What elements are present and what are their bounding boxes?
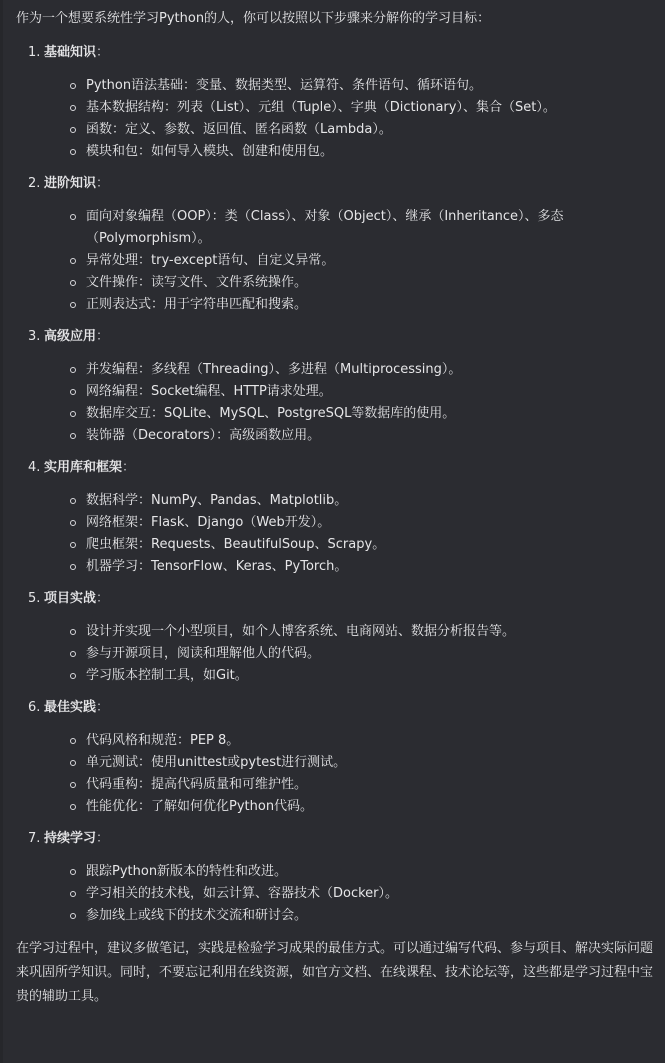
list-item: 跟踪Python新版本的特性和改进。 bbox=[86, 861, 653, 883]
section-title: 最佳实践 bbox=[44, 700, 97, 715]
list-item: 装饰器（Decorators）：高级函数应用。 bbox=[86, 425, 653, 447]
section-1: 1. 基础知识： Python语法基础：变量、数据类型、运算符、条件语句、循环语句。 基本数据结构：列表（List）、元组（Tuple）、字典（Dictionary）、集合（Set）。 函数：定义、参数、返回值、匿名函数（Lambda）。 模块和包：如何导入模块、创建和使用包。 bbox=[44, 42, 653, 163]
list-item: 网络编程：Socket编程、HTTP请求处理。 bbox=[86, 381, 653, 403]
list-item: 数据库交互：SQLite、MySQL、PostgreSQL等数据库的使用。 bbox=[86, 403, 653, 425]
list-item: 学习版本控制工具，如Git。 bbox=[86, 665, 653, 687]
section-title: 进阶知识 bbox=[44, 176, 97, 191]
section-items bbox=[44, 359, 653, 447]
list-item: 网络框架：Flask、Django（Web开发）。 bbox=[86, 512, 653, 534]
list-item: 面向对象编程（OOP）：类（Class）、对象（Object）、继承（Inheritance）、多态（Polymorphism）。 bbox=[86, 206, 653, 250]
list-item: 异常处理：try-except语句、自定义异常。 bbox=[86, 250, 653, 272]
list-item: 设计并实现一个小型项目，如个人博客系统、电商网站、数据分析报告等。 bbox=[86, 621, 653, 643]
list-item: 参加线上或线下的技术交流和研讨会。 bbox=[86, 905, 653, 927]
section-number: 6. bbox=[28, 700, 41, 715]
section-number: 4. bbox=[28, 460, 41, 475]
section-title: 高级应用 bbox=[44, 329, 97, 344]
outro-paragraph: 在学习过程中，建议多做笔记，实践是检验学习成果的最佳方式。可以通过编写代码、参与项目、解决实际问题来巩固所学知识。同时，不要忘记利用在线资源，如官方文档、在线课程、技术论坛等，这些都是学习过程中宝贵的辅助工具。 bbox=[16, 941, 654, 1004]
section-6: 6. 最佳实践： 代码风格和规范：PEP 8。 单元测试：使用unittest或pytest进行测试。 代码重构：提高代码质量和可维护性。 性能优化：了解如何优化Python代码。 bbox=[44, 697, 653, 818]
list-item: 代码风格和规范：PEP 8。 bbox=[86, 730, 653, 752]
section-items bbox=[44, 206, 653, 316]
section-number: 5. bbox=[28, 591, 41, 606]
section-title: 基础知识 bbox=[44, 45, 97, 60]
section-3: 3. 高级应用： 并发编程：多线程（Threading）、多进程（Multiprocessing）。 网络编程：Socket编程、HTTP请求处理。 数据库交互：SQLite、MySQL、PostgreSQL等数据库的使用。 装饰器（Decorators）：高级函数应用。 bbox=[44, 326, 653, 447]
list-item: 基本数据结构：列表（List）、元组（Tuple）、字典（Dictionary）、集合（Set）。 bbox=[86, 97, 653, 119]
section-title: 项目实战 bbox=[44, 591, 97, 606]
list-item: 文件操作：读写文件、文件系统操作。 bbox=[86, 272, 653, 294]
section-title: 持续学习 bbox=[44, 831, 97, 846]
section-title: 实用库和框架 bbox=[44, 460, 123, 475]
list-item: 机器学习：TensorFlow、Keras、PyTorch。 bbox=[86, 556, 653, 578]
list-item: 爬虫框架：Requests、BeautifulSoup、Scrapy。 bbox=[86, 534, 653, 556]
section-2: 2. 进阶知识： 面向对象编程（OOP）：类（Class）、对象（Object）、继承（Inheritance）、多态（Polymorphism）。 异常处理：try-except语句、自定义异常。 文件操作：读写文件、文件系统操作。 正则表达式：用于字符串匹配和搜索。 bbox=[44, 173, 653, 316]
section-7: 7. 持续学习： 跟踪Python新版本的特性和改进。 学习相关的技术栈，如云计算、容器技术（Docker）。 参加线上或线下的技术交流和研讨会。 bbox=[44, 828, 653, 927]
list-item: 函数：定义、参数、返回值、匿名函数（Lambda）。 bbox=[86, 119, 653, 141]
list-item: 参与开源项目，阅读和理解他人的代码。 bbox=[86, 643, 653, 665]
section-number: 7. bbox=[28, 831, 41, 846]
list-item: 学习相关的技术栈，如云计算、容器技术（Docker）。 bbox=[86, 883, 653, 905]
list-item: 单元测试：使用unittest或pytest进行测试。 bbox=[86, 752, 653, 774]
list-item: 数据科学：NumPy、Pandas、Matplotlib。 bbox=[86, 490, 653, 512]
list-item: 性能优化：了解如何优化Python代码。 bbox=[86, 796, 653, 818]
section-number: 1. bbox=[28, 45, 41, 60]
list-item: 模块和包：如何导入模块、创建和使用包。 bbox=[86, 141, 653, 163]
list-item: 代码重构：提高代码质量和可维护性。 bbox=[86, 774, 653, 796]
section-number: 2. bbox=[28, 176, 41, 191]
intro-paragraph: 作为一个想要系统性学习Python的人，你可以按照以下步骤来分解你的学习目标： bbox=[16, 11, 491, 26]
section-5: 5. 项目实战： 设计并实现一个小型项目，如个人博客系统、电商网站、数据分析报告等。 参与开源项目，阅读和理解他人的代码。 学习版本控制工具，如Git。 bbox=[44, 588, 653, 687]
list-item: 并发编程：多线程（Threading）、多进程（Multiprocessing）。 bbox=[86, 359, 653, 381]
section-items bbox=[44, 730, 653, 818]
section-4: 4. 实用库和框架： 数据科学：NumPy、Pandas、Matplotlib。 网络框架：Flask、Django（Web开发）。 爬虫框架：Requests、BeautifulSoup、Scrapy。 机器学习：TensorFlow、Keras、PyTorch。 bbox=[44, 457, 653, 578]
section-items bbox=[44, 861, 653, 927]
list-item: Python语法基础：变量、数据类型、运算符、条件语句、循环语句。 bbox=[86, 75, 653, 97]
section-items bbox=[44, 621, 653, 687]
list-item: 正则表达式：用于字符串匹配和搜索。 bbox=[86, 294, 653, 316]
section-number: 3. bbox=[28, 329, 41, 344]
section-items bbox=[44, 490, 653, 578]
sections-list bbox=[16, 42, 653, 927]
section-items bbox=[44, 75, 653, 163]
